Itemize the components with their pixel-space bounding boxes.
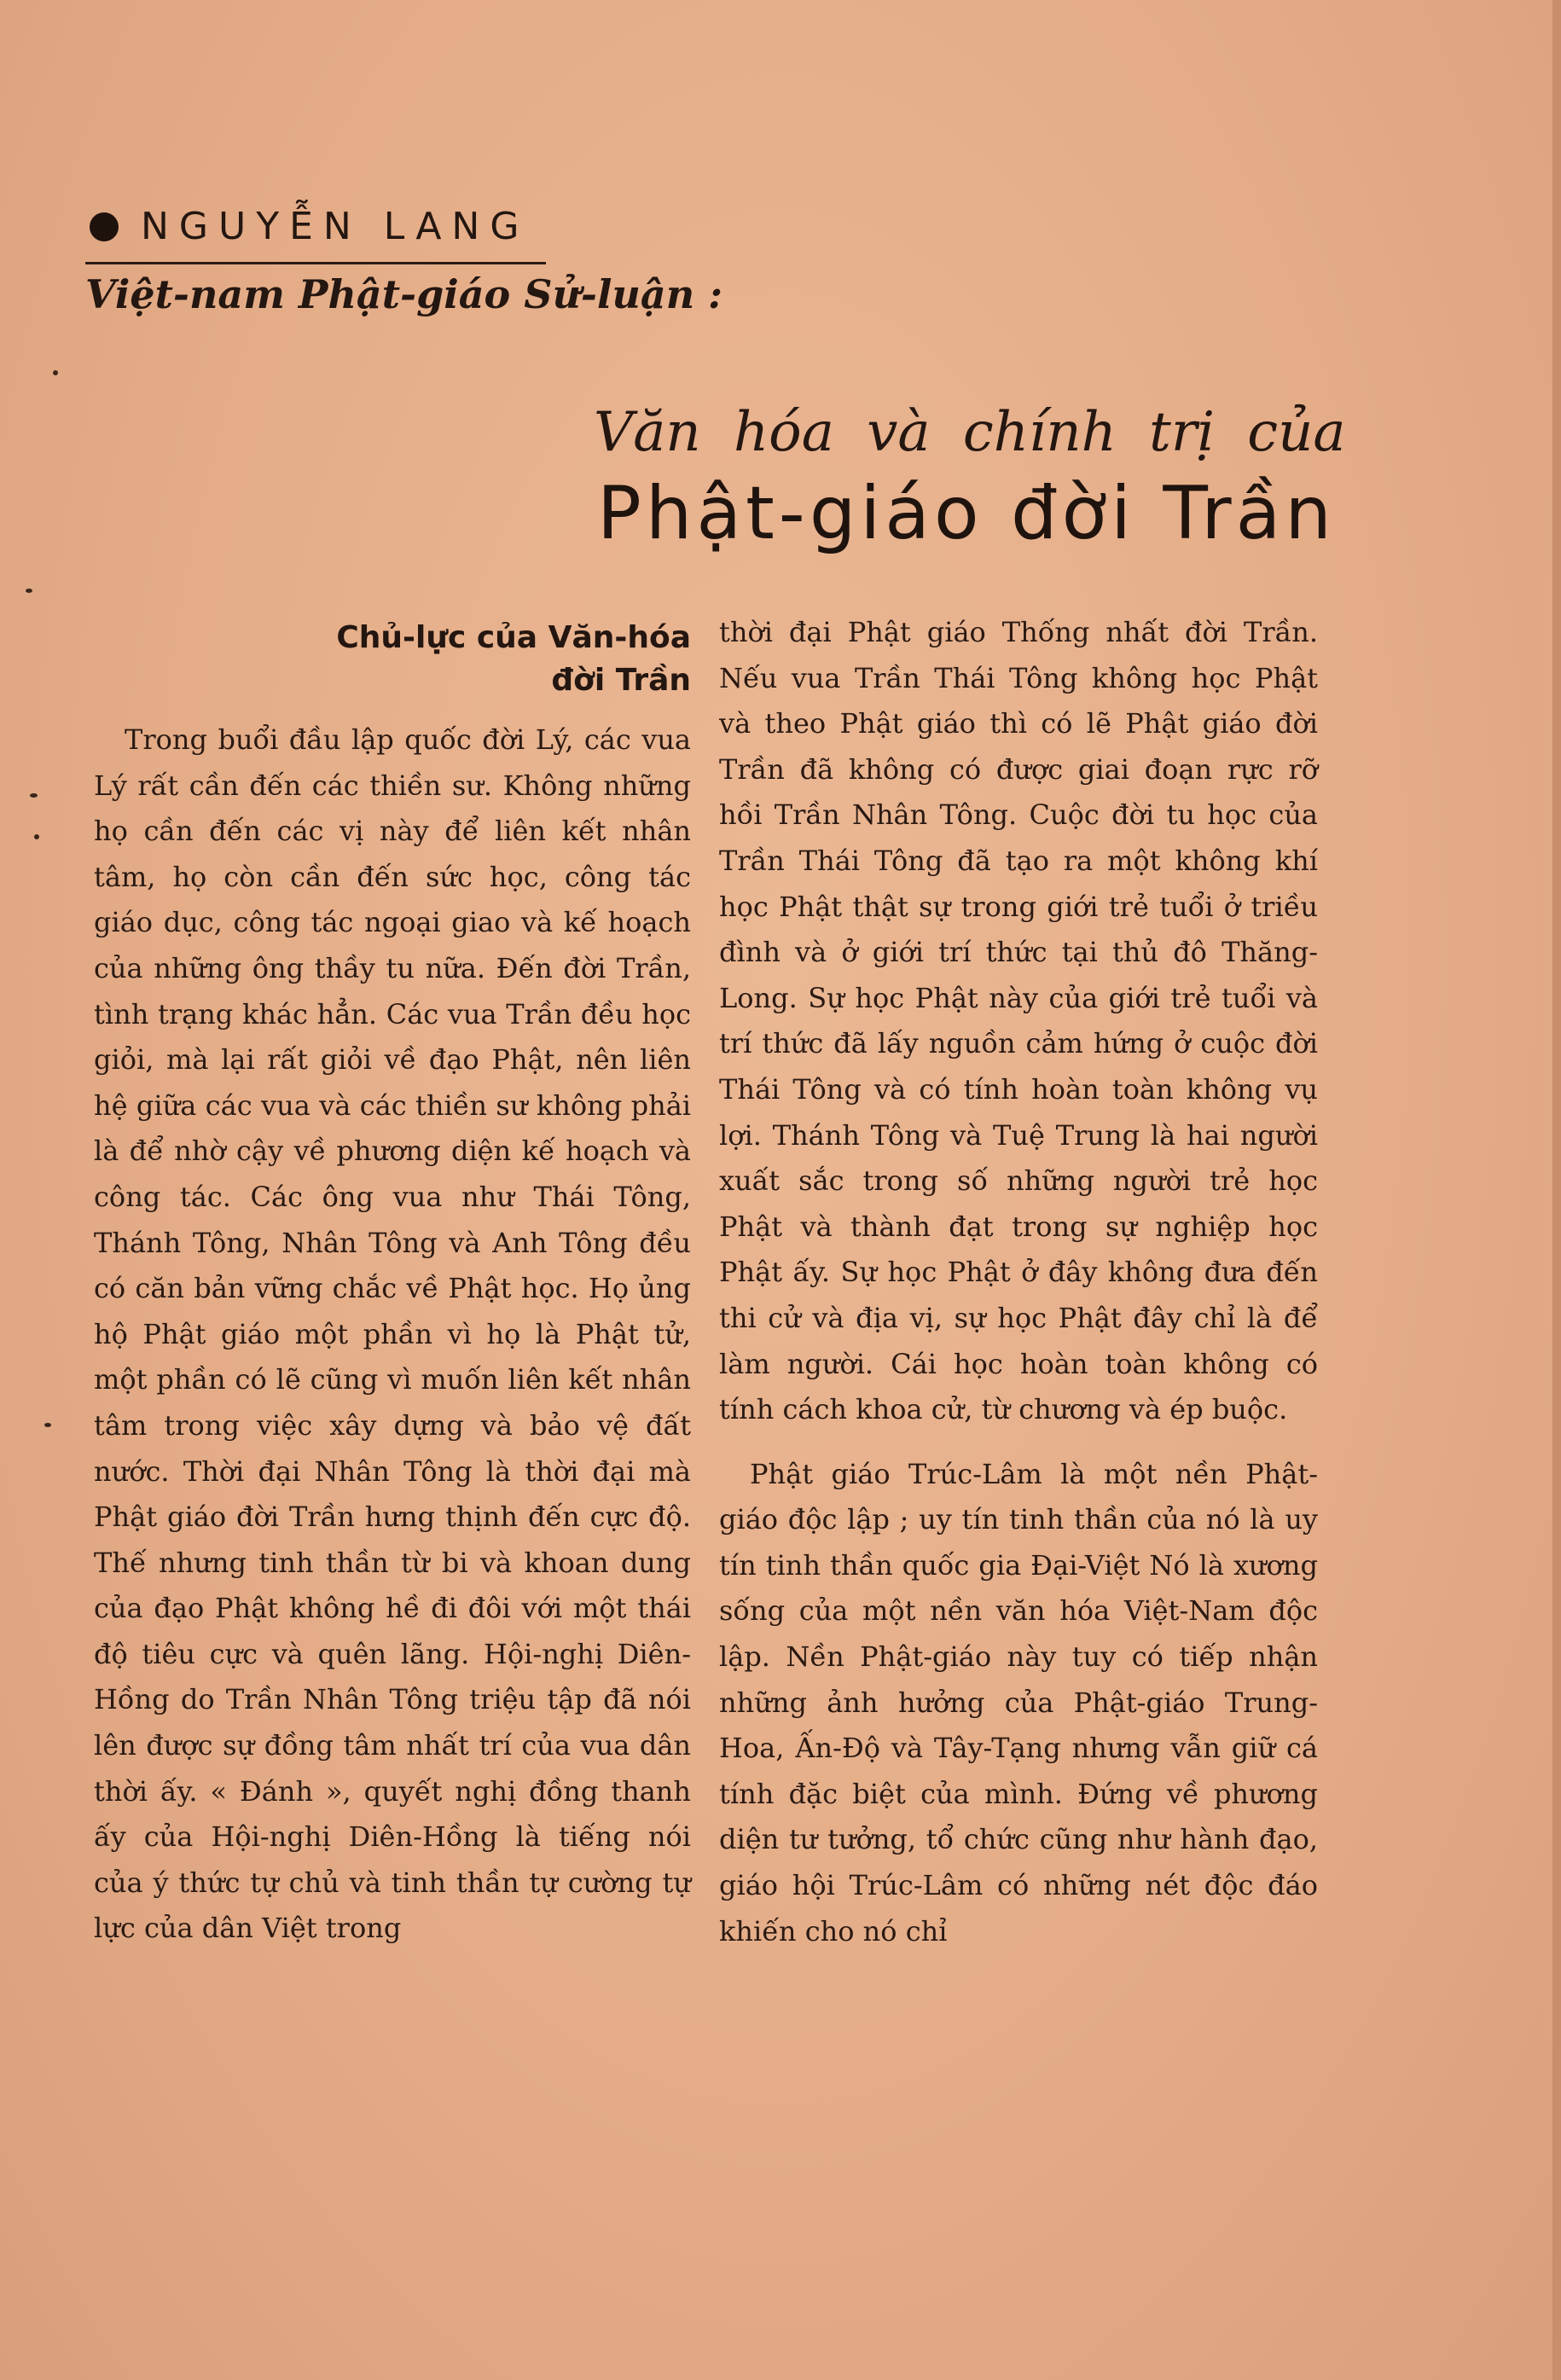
left-paragraph-1: Trong buổi đầu lập quốc đời Lý, các vua Lý rất cần đến các thiền sư. Không những họ cần đến các vị này để liên kết nhân tâm, họ còn cần đến sức học, công tác giáo dục, công tác ngoại giao và kế hoạch của những ông thầy tu nữa. Đến đời Trần, tình trạng khác hẳn. Các vua Trần đều học giỏi, mà lại rất giỏi về đạo Phật, nên liên hệ giữa các vua và các thiền sư không phải là để nhờ cậy về phương diện kế hoạch và công tác. Các ông vua như Thái Tông, Thánh Tông, Nhân Tông và Anh Tông đều có căn bản vững chắc về Phật học. Họ ủng hộ Phật giáo một phần vì họ là Phật tử, một phần có lẽ cũng vì muốn liên kết nhân tâm trong việc xây dựng và bảo vệ đất nước. Thời đại Nhân Tông là thời đại mà Phật giáo đời Trần hưng thịnh đến cực độ. Thế nhưng tinh thần từ bi và khoan dung của đạo Phật không hề đi đôi với một thái độ tiêu cực và quên lãng. Hội-nghị Diên-Hồng do Trần Nhân Tông triệu tập đã nói lên được sự đồng tâm nhất trí của vua dân thời ấy. « Đánh », quyết nghị đồng thanh ấy của Hội-nghị Diên-Hồng là tiếng nói của ý thức tự chủ và tinh thần tự cường tự lực của dân Việt trong (94, 723, 691, 1945)
page-edge (1552, 0, 1561, 2380)
paper-speck (30, 793, 38, 798)
section-subhead-line-1: Chủ-lực của Văn-hóa (336, 620, 691, 655)
paper-speck (34, 834, 39, 839)
right-paragraph-1: thời đại Phật giáo Thống nhất đời Trần. Nếu vua Trần Thái Tông không học Phật và theo Phật giáo thì có lẽ Phật giáo đời Trần đã không có được giai đoạn rực rỡ hồi Trần Nhân Tông. Cuộc đời tu học của Trần Thái Tông đã tạo ra một không khí học Phật thật sự trong giới trẻ tuổi ở triều đình và ở giới trí thức tại thủ đô Thăng-Long. Sự học Phật này của giới trẻ tuổi và trí thức đã lấy nguồn cảm hứng ở cuộc đời Thái Tông và có tính hoàn toàn không vụ lợi. Thánh Tông và Tuệ Trung là hai người xuất sắc trong số những người trẻ học Phật và thành đạt trong sự nghiệp học Phật ấy. Sự học Phật ở đây không đưa đến thi cử và địa vị, sự học Phật đây chỉ là để làm người. Cái học hoàn toàn không có tính cách khoa cử, từ chương và ép buộc. (719, 616, 1318, 1426)
article-title-line-1: Văn hóa và chính trị của (594, 401, 1346, 464)
series-title: Việt-nam Phật-giáo Sử-luận : (85, 271, 723, 317)
right-paragraph-2: Phật giáo Trúc-Lâm là một nền Phật-giáo độc lập ; uy tín tinh thần của nó là uy tín tinh thần quốc gia Đại-Việt Nó là xương sống của một nền văn hóa Việt-Nam độc lập. Nền Phật-giáo này tuy có tiếp nhận những ảnh hưởng của Phật-giáo Trung-Hoa, Ấn-Độ và Tây-Tạng nhưng vẫn giữ cá tính đặc biệt của mình. Đứng về phương diện tư tưởng, tổ chức cũng như hành đạo, giáo hội Trúc-Lâm có những nét độc đáo khiến cho nó chỉ (719, 1457, 1318, 1948)
left-column (94, 610, 691, 1971)
section-subhead (94, 617, 691, 702)
right-column (719, 610, 1318, 1973)
author-rule (85, 262, 546, 264)
paper-speck (44, 1423, 51, 1427)
section-subhead-line-2: đời Trần (551, 663, 691, 698)
paper-speck (26, 589, 32, 593)
author-line (90, 205, 529, 248)
author-name: NGUYỄN LANG (141, 205, 530, 248)
paper-speck (53, 370, 58, 375)
bullet-icon (90, 212, 119, 241)
article-title-line-2: Phật-giáo đời Trần (597, 471, 1336, 556)
